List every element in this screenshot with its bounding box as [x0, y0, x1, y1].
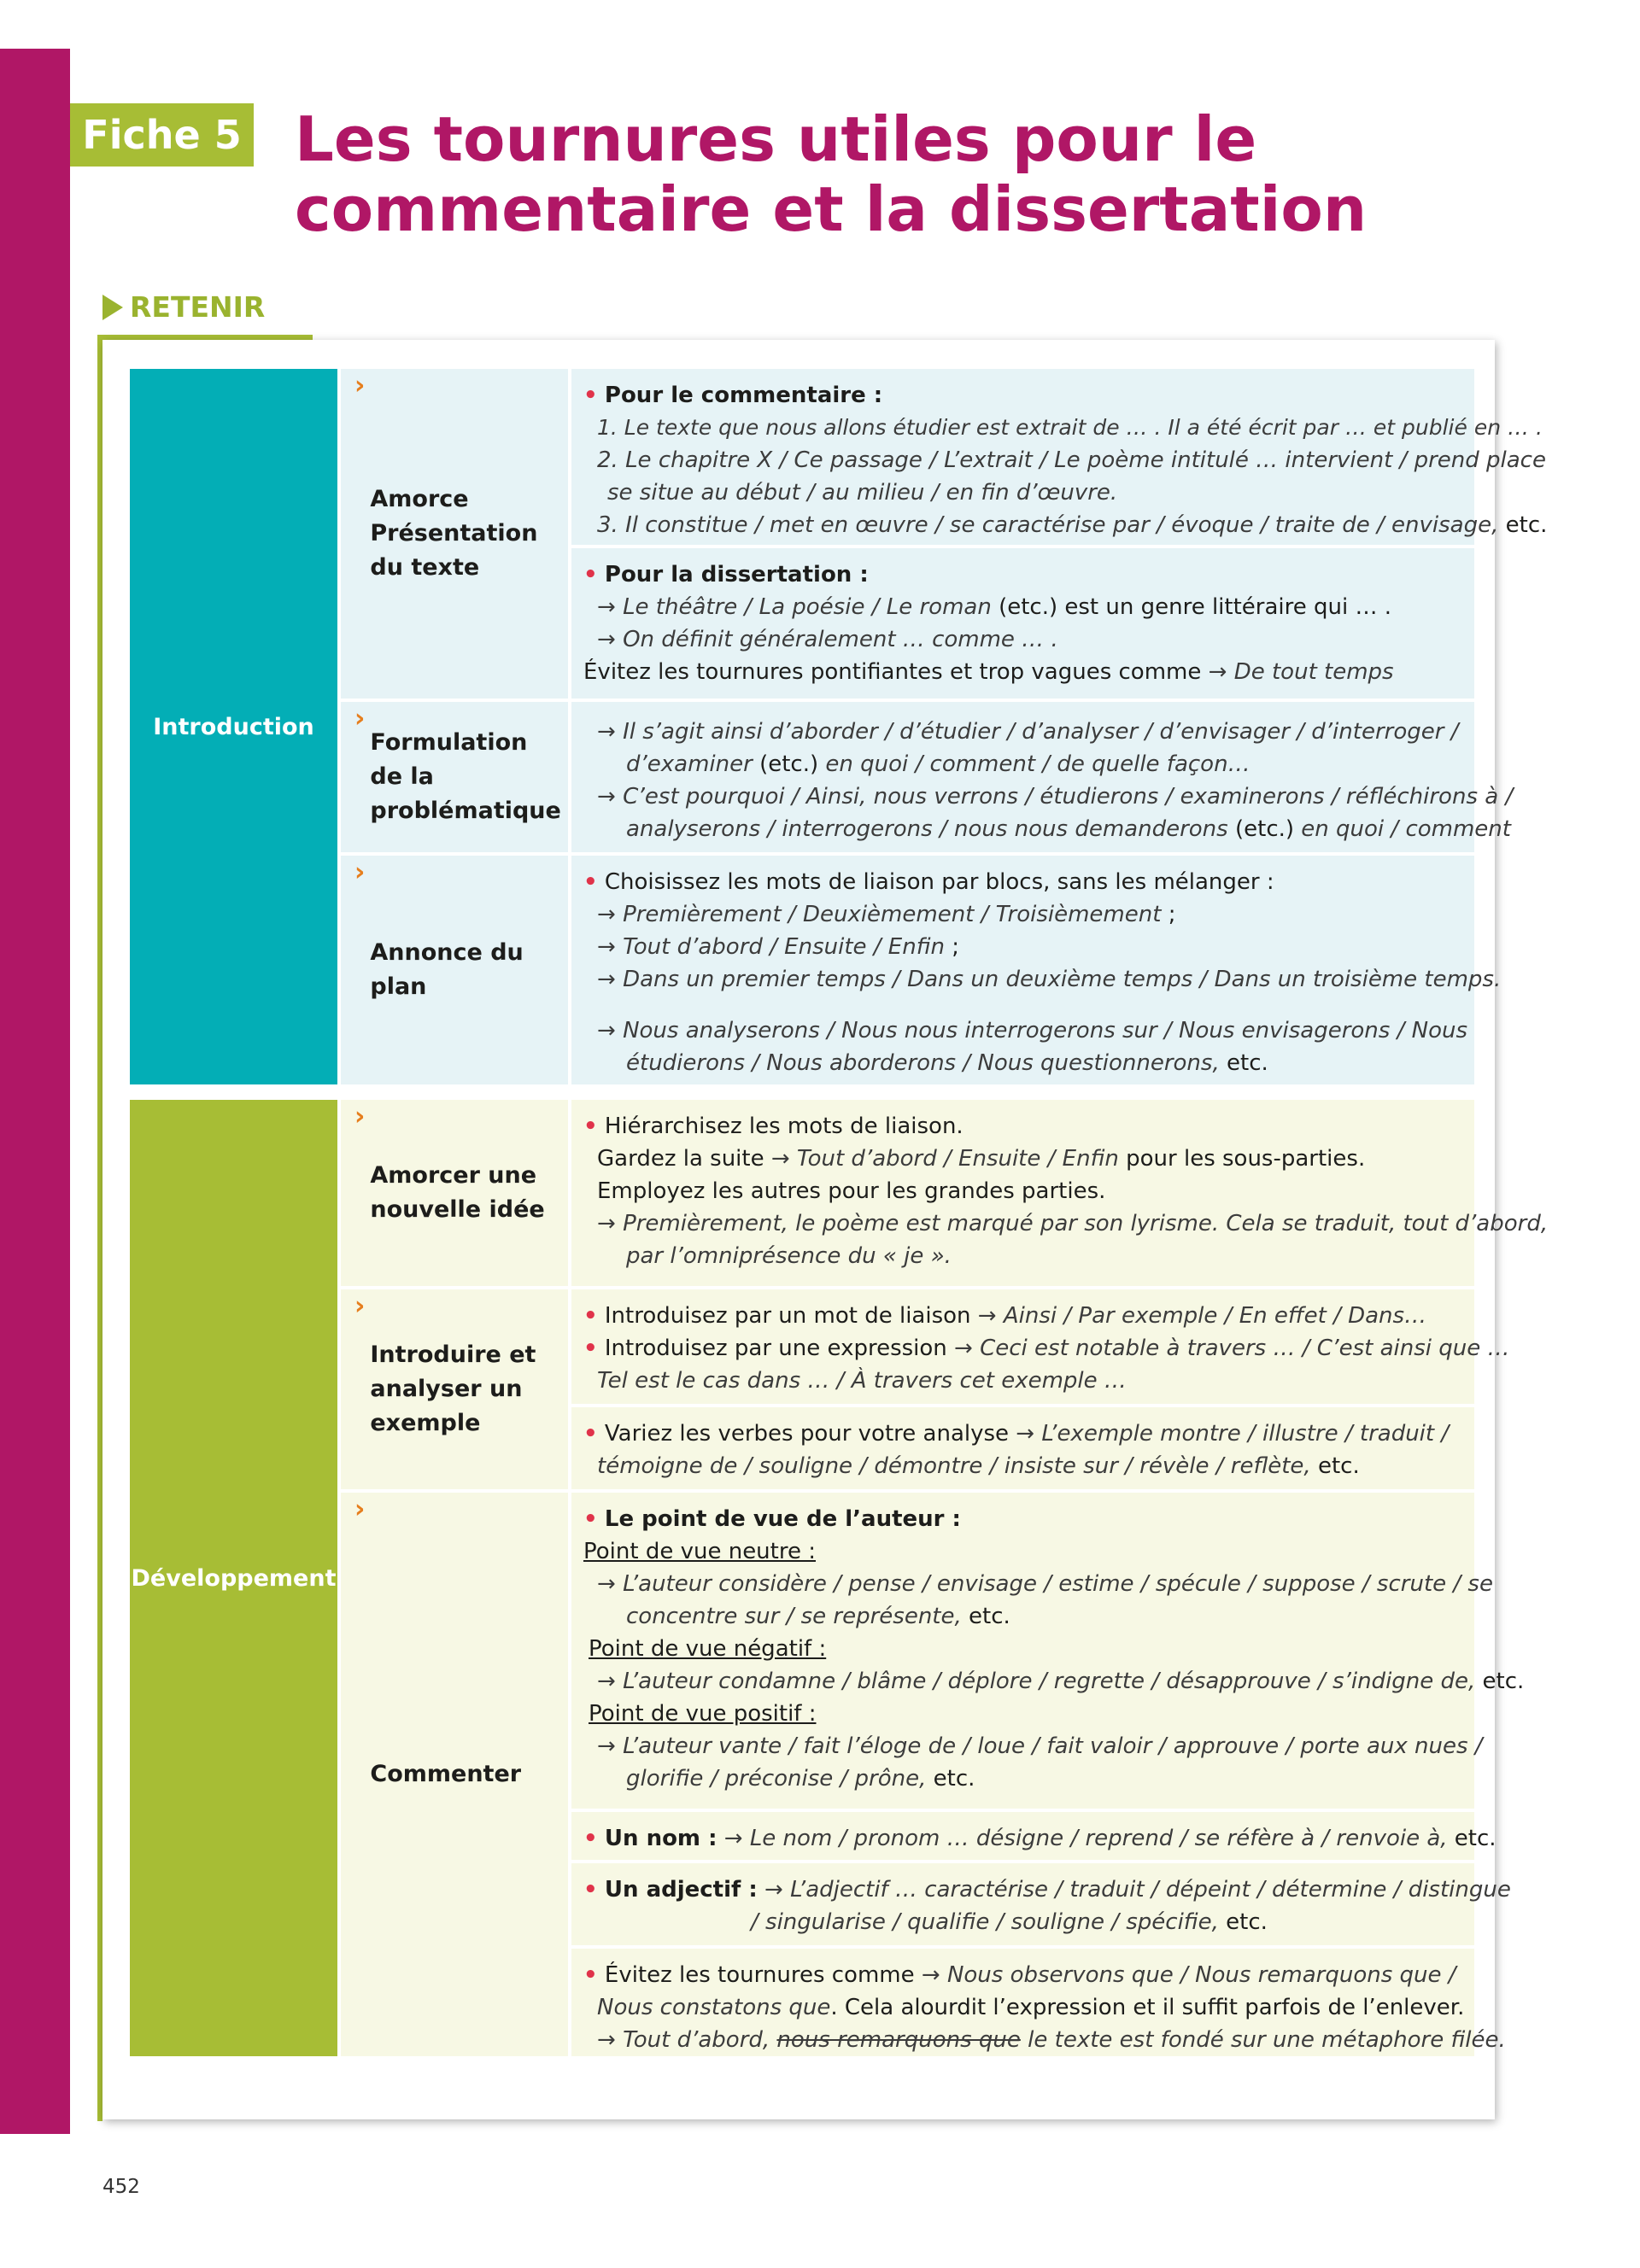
text-line: • Un adjectif : → L’adjectif … caractérise / traduit / dépeint / détermine / distingue	[583, 1877, 1511, 1903]
block-point-de-vue	[571, 1493, 1525, 1809]
arrow-right-icon: →	[597, 1018, 616, 1043]
left-color-band	[0, 49, 70, 2134]
triangle-right-icon	[102, 295, 123, 320]
row-label-exemple: › Introduire et analyser un exemple	[341, 1289, 568, 1489]
arrow-right-icon: →	[597, 784, 616, 810]
page-title: Les tournures utiles pour le commentaire et la dissertation	[295, 103, 1368, 245]
arrow-right-icon: →	[597, 967, 616, 992]
text-line: • Choisissez les mots de liaison par blocs, sans les mélanger :	[583, 869, 1274, 895]
arrow-right-icon: →	[597, 934, 616, 960]
text-line: → Tout d’abord / Ensuite / Enfin ;	[597, 934, 960, 960]
chevron-right-icon: ›	[354, 1494, 366, 1524]
text-line: → Dans un premier temps / Dans un deuxième temps / Dans un troisième temps.	[597, 967, 1502, 992]
chevron-right-icon: ›	[354, 371, 366, 400]
text-line: • Hiérarchisez les mots de liaison.	[583, 1114, 964, 1139]
text-line: glorifie / préconise / prône, etc.	[626, 1766, 975, 1792]
arrow-right-icon: →	[1208, 659, 1227, 685]
arrow-right-icon: →	[977, 1303, 997, 1329]
row-content-amorcer	[571, 1100, 1549, 1286]
text-line: • Introduisez par un mot de liaison → Ainsi / Par exemple / En effet / Dans…	[583, 1303, 1427, 1329]
row-content-exemple	[571, 1289, 1510, 1489]
row-formulation	[341, 702, 1514, 852]
text-line: → Premièrement, le poème est marqué par son lyrisme. Cela se traduit, tout d’abord,	[597, 1211, 1549, 1236]
row-label-amorce: › Amorce Présentation du texte	[341, 369, 568, 699]
text-line: → On définit généralement … comme … .	[597, 627, 1058, 652]
section-developpement	[130, 1100, 1549, 2056]
block-un-nom	[571, 1812, 1496, 1860]
text-line: analyserons / interrogerons / nous nous demanderons (etc.) en quoi / comment	[626, 816, 1511, 842]
row-plan	[341, 856, 1502, 1084]
arrow-right-icon: →	[1016, 1421, 1035, 1447]
row-label-plan: › Annonce du plan	[341, 856, 568, 1084]
page-number: 452	[102, 2176, 140, 2198]
text-line: → Tout d’abord, nous remarquons que le texte est fondé sur une métaphore filée.	[597, 2027, 1506, 2053]
arrow-right-icon: →	[770, 1146, 790, 1172]
fiche-tag: Fiche 5	[70, 103, 254, 167]
pdv-negatif: Point de vue négatif :	[589, 1636, 827, 1662]
arrow-right-icon: →	[764, 1877, 783, 1903]
arrow-right-icon: →	[954, 1336, 973, 1361]
text-line: • Pour le commentaire :	[583, 383, 883, 408]
text-line: → L’auteur condamne / blâme / déplore / regrette / désapprouve / s’indigne de, etc.	[597, 1669, 1525, 1694]
text-line: d’examiner (etc.) en quoi / comment / de quelle façon…	[626, 751, 1250, 777]
text-line: → Nous analyserons / Nous nous interrogerons sur / Nous envisagerons / Nous	[597, 1018, 1468, 1043]
row-content-amorce	[571, 369, 1548, 699]
block-exemple-verbes	[571, 1407, 1474, 1489]
text-line	[583, 1698, 1466, 1730]
text-line: Tel est le cas dans … / À travers cet exemple …	[597, 1368, 1127, 1394]
row-commenter	[341, 1493, 1525, 2056]
block-dissertation	[571, 548, 1474, 699]
block-formulation	[571, 702, 1514, 852]
text-line: concentre sur / se représente, etc.	[626, 1604, 1010, 1629]
text-line: • Introduisez par une expression → Ceci est notable à travers … / C’est ainsi que …	[583, 1336, 1510, 1361]
block-evitez	[571, 1949, 1506, 2056]
text-line: • Pour la dissertation :	[583, 562, 869, 587]
text-line: étudierons / Nous aborderons / Nous questionnerons, etc.	[626, 1050, 1268, 1076]
arrow-right-icon: →	[597, 594, 616, 620]
text-line: • Variez les verbes pour votre analyse → L’exemple montre / illustre / traduit /	[583, 1421, 1450, 1447]
arrow-right-icon: →	[597, 1733, 616, 1759]
text-line: → L’auteur considère / pense / envisage / estime / spécule / suppose / scrute / se	[597, 1571, 1493, 1597]
text-line: Gardez la suite → Tout d’abord / Ensuite / Enfin pour les sous-parties.	[597, 1146, 1366, 1172]
pdv-neutre: Point de vue neutre :	[583, 1539, 816, 1564]
row-label-amorcer: › Amorcer une nouvelle idée	[341, 1100, 568, 1286]
text-line: • Le point de vue de l’auteur :	[583, 1506, 961, 1532]
arrow-right-icon: →	[921, 1962, 940, 1988]
block-amorcer	[571, 1100, 1549, 1286]
arrow-right-icon: →	[597, 1211, 616, 1236]
row-label-commenter: › Commenter	[341, 1493, 568, 2056]
text-line: → Il s’agit ainsi d’aborder / d’étudier / d’analyser / d’envisager / d’interroger /	[597, 719, 1459, 745]
text-line: 2. Le chapitre X / Ce passage / L’extrait / Le poème intitulé … intervient / prend place	[597, 447, 1546, 473]
row-label-formulation: › Formulation de la problématique	[341, 702, 568, 852]
text-line: par l’omniprésence du « je ».	[626, 1243, 952, 1269]
text-line: Employez les autres pour les grandes parties.	[597, 1178, 1106, 1204]
block-un-adjectif	[571, 1863, 1511, 1945]
text-line: / singularise / qualifie / souligne / spécifie, etc.	[751, 1909, 1268, 1935]
row-content-plan	[571, 856, 1502, 1084]
text-line: Nous constatons que. Cela alourdit l’expression et il suffit parfois de l’enlever.	[597, 1995, 1465, 2020]
chevron-right-icon: ›	[354, 1102, 366, 1131]
text-line: 3. Il constitue / met en œuvre / se caractérise par / évoque / traite de / envisage, etc.	[597, 512, 1548, 538]
row-content-formulation	[571, 702, 1514, 852]
chevron-right-icon: ›	[354, 1291, 366, 1321]
arrow-right-icon: →	[597, 1669, 616, 1694]
row-amorce	[341, 369, 1548, 699]
text-line: → Premièrement / Deuxièmement / Troisièmement ;	[597, 902, 1176, 927]
text-line: → L’auteur vante / fait l’éloge de / loue / fait valoir / approuve / porte aux nues /	[597, 1733, 1483, 1759]
chevron-right-icon: ›	[354, 857, 366, 887]
arrow-right-icon: →	[597, 1571, 616, 1597]
arrow-right-icon: →	[597, 719, 616, 745]
text-line: Évitez les tournures pontifiantes et trop vagues comme → De tout temps	[583, 659, 1394, 685]
chevron-right-icon: ›	[354, 704, 366, 734]
section-label-introduction: Introduction	[130, 369, 337, 1084]
row-amorcer	[341, 1100, 1549, 1286]
retenir-heading	[102, 290, 265, 324]
text-line: témoigne de / souligne / démontre / insiste sur / révèle / reflète, etc.	[597, 1453, 1360, 1479]
block-plan	[571, 856, 1502, 1084]
row-content-commenter	[571, 1493, 1525, 2056]
block-commentaire	[571, 369, 1548, 545]
pdv-positif: Point de vue positif :	[589, 1701, 817, 1727]
block-exemple-liaison	[571, 1289, 1510, 1404]
text-line: → Le théâtre / La poésie / Le roman (etc.) est un genre littéraire qui … .	[597, 594, 1392, 620]
retenir-label: RETENIR	[130, 290, 266, 324]
arrow-right-icon: →	[597, 627, 616, 652]
section-label-developpement: Développement	[130, 1100, 337, 2056]
text-line: • Évitez les tournures comme → Nous observons que / Nous remarquons que /	[583, 1962, 1456, 1988]
text-line: → C’est pourquoi / Ainsi, nous verrons / étudierons / examinerons / réfléchirons à /	[597, 784, 1514, 810]
arrow-right-icon: →	[597, 902, 616, 927]
arrow-right-icon: →	[597, 2027, 616, 2053]
section-introduction	[130, 369, 1548, 1084]
text-line: • Un nom : → Le nom / pronom … désigne / reprend / se réfère à / renvoie à, etc.	[583, 1826, 1496, 1851]
text-line: 1. Le texte que nous allons étudier est extrait de … . Il a été écrit par … et publié en … .	[597, 415, 1543, 440]
text-line	[583, 1633, 1466, 1665]
row-exemple	[341, 1289, 1510, 1489]
struck-text: nous remarquons que	[776, 2027, 1021, 2053]
text-line: se situe au début / au milieu / en fin d’œuvre.	[607, 480, 1118, 506]
arrow-right-icon: →	[723, 1826, 743, 1851]
